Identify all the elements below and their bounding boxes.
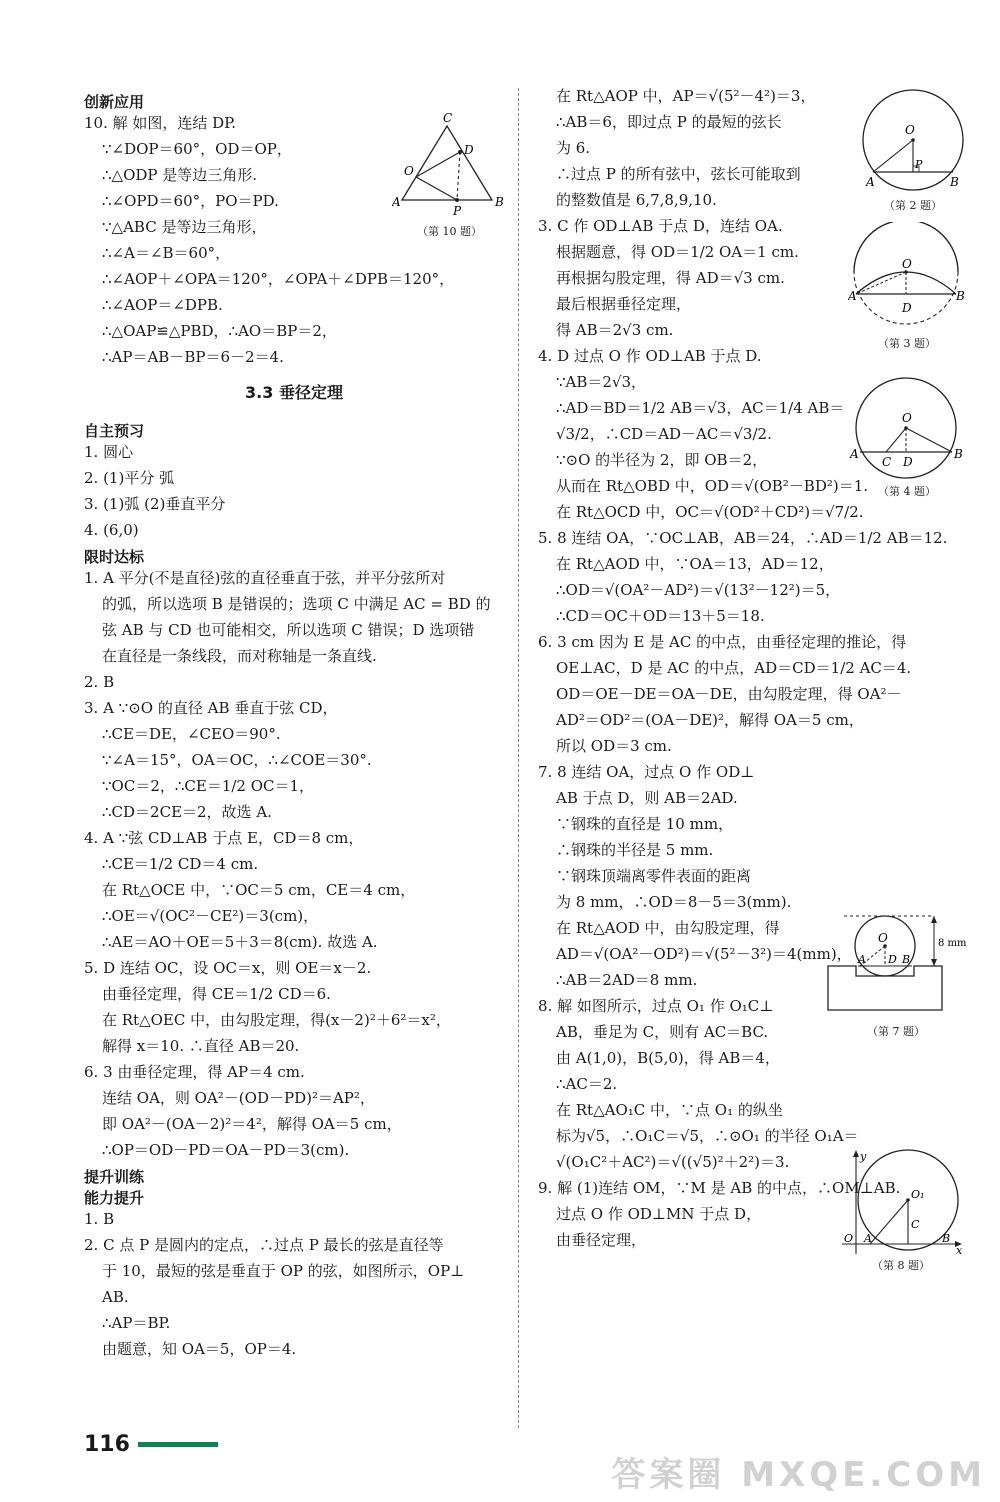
- right-line: 得 AB＝2√3 cm.: [556, 321, 674, 339]
- practice-line: 即 OA²－(OA－2)²＝4²，解得 OA＝5 cm，: [102, 1115, 402, 1133]
- fig8-label: C: [911, 1218, 920, 1231]
- fig8-label: A: [864, 1232, 872, 1245]
- fig4-label: O: [902, 411, 912, 425]
- right-line: 在 Rt△OCD 中，OC＝√(OD²＋CD²)＝√7/2.: [556, 503, 864, 521]
- ability-line: ∴AP＝BP.: [102, 1314, 171, 1332]
- figure-4: [848, 376, 966, 499]
- right-line: 在 Rt△AO₁C 中，∵点 O₁ 的纵坐: [556, 1101, 783, 1119]
- fig2-label: A: [866, 175, 875, 189]
- right-line: 再根据勾股定理，得 AD＝√3 cm.: [556, 269, 785, 287]
- right-line: AD²＝OD²＝(OA－DE)²，解得 OA＝5 cm，: [556, 711, 864, 729]
- innovation-heading: 创新应用: [84, 93, 145, 111]
- practice-line: 在直径是一条线段，而对称轴是一条直线.: [102, 647, 377, 665]
- right-line: ∴过点 P 的所有弦中，弦长可能取到: [556, 165, 801, 183]
- right-line: 在 Rt△AOP 中，AP＝√(5²－4²)＝3，: [556, 87, 816, 105]
- fig7-label: 8 mm: [938, 938, 967, 949]
- practice-line: ∴CE＝1/2 CD＝4 cm.: [102, 855, 259, 873]
- steel-ball-diagram: [822, 910, 970, 1022]
- fig10-label: C: [443, 112, 453, 125]
- right-line: ∴AD＝BD＝1/2 AB＝√3，AC＝1/4 AB＝: [556, 399, 845, 417]
- right-line: OD＝OE－DE＝OA－DE，由勾股定理，得 OA²－: [556, 685, 902, 703]
- fig4-label: A: [850, 447, 859, 461]
- practice-line: ∴OP＝OD－PD＝OA－PD＝3(cm).: [102, 1141, 350, 1159]
- fig4-label: D: [903, 455, 913, 469]
- right-line: 4. D 过点 O 作 OD⊥AB 于点 D.: [538, 347, 762, 365]
- right-line: 由垂径定理，: [556, 1231, 647, 1249]
- right-line: AB 于点 D，则 AB＝2AD.: [556, 789, 738, 807]
- right-line: √(O₁C²＋AC²)＝√((√5)²＋2²)＝3.: [556, 1153, 790, 1171]
- practice-line: 5. D 连结 OC，设 OC＝x，则 OE＝x－2.: [84, 959, 372, 977]
- q10-line: ∴∠OPD＝60°，PO＝PD.: [102, 192, 279, 210]
- right-line: ∴AB＝2AD＝8 mm.: [556, 971, 698, 989]
- ability-line: 由题意，知 OA＝5，OP＝4.: [102, 1340, 297, 1358]
- preview-answer: 4. (6,0): [84, 521, 139, 539]
- q10-line: ∴AP＝AB－BP＝6－2＝4.: [102, 348, 284, 366]
- practice-line: 1. A 平分(不是直径)弦的直径垂直于弦，并平分弦所对: [84, 569, 446, 587]
- practice-line: 在 Rt△OCE 中，∵OC＝5 cm，CE＝4 cm，: [102, 881, 416, 899]
- right-line: ∴OD＝√(OA²－AD²)＝√(13²－12²)＝5，: [556, 581, 841, 599]
- right-line: ∴钢珠的半径是 5 mm.: [556, 841, 714, 859]
- right-line: ∵钢珠的直径是 10 mm，: [556, 815, 734, 833]
- fig4-label: C: [882, 455, 892, 469]
- circle-chord-diagram: [848, 376, 966, 482]
- fig10-label: D: [464, 143, 474, 157]
- fig8-label: B: [942, 1232, 951, 1245]
- fig3-label: B: [956, 289, 965, 303]
- right-line: 3. C 作 OD⊥AB 于点 D，连结 OA.: [538, 217, 783, 235]
- figure-8: [836, 1148, 966, 1273]
- fig4-label: B: [954, 447, 963, 461]
- section-title: 3.3 垂径定理: [245, 383, 343, 402]
- practice-line: ∴CD＝2CE＝2，故选 A.: [102, 803, 272, 821]
- q10-line: ∴∠AOP＝∠DPB.: [102, 296, 223, 314]
- practice-line: 弦 AB 与 CD 也可能相交，所以选项 C 错误；D 选项错: [102, 621, 475, 639]
- fig7-label: B: [902, 953, 911, 966]
- page-number: 116: [84, 1432, 130, 1457]
- figure-caption: （第 2 题）: [884, 199, 942, 212]
- right-line: √3/2，∴CD＝AD－AC＝√3/2.: [556, 425, 772, 443]
- coordinate-circle-diagram: [836, 1148, 966, 1256]
- fig7-label: A: [858, 953, 866, 966]
- fig3-label: O: [902, 257, 912, 271]
- q10-line: ∴△OAP≌△PBD，∴AO＝BP＝2，: [102, 322, 337, 340]
- right-line: 为 6.: [556, 139, 591, 157]
- figure-caption: （第 10 题）: [417, 225, 482, 238]
- fig2-label: P: [915, 158, 923, 171]
- practice-line: 解得 x＝10. ∴直径 AB＝20.: [102, 1037, 300, 1055]
- fig10-label: A: [392, 195, 401, 209]
- q10-line: 10. 解 如图，连结 DP.: [84, 114, 237, 132]
- advance-heading: 提升训练: [84, 1168, 145, 1186]
- ability-line: 于 10，最短的弦是垂直于 OP 的弦，如图所示，OP⊥: [102, 1262, 465, 1280]
- ability-line: AB.: [102, 1288, 129, 1306]
- practice-line: 由垂径定理，得 CE＝1/2 CD＝6.: [102, 985, 331, 1003]
- practice-line: 4. A ∵弦 CD⊥AB 于点 E，CD＝8 cm，: [84, 829, 364, 847]
- right-line: 8. 解 如图所示，过点 O₁ 作 O₁C⊥: [538, 997, 774, 1015]
- right-line: ∵⊙O 的半径为 2，即 OB＝2，: [556, 451, 768, 469]
- right-line: 7. 8 连结 OA，过点 O 作 OD⊥: [538, 763, 755, 781]
- page-footer: [84, 1432, 218, 1457]
- ability-line: 1. B: [84, 1210, 115, 1228]
- fig8-label: O₁: [911, 1188, 925, 1201]
- triangle-diagram: [392, 112, 507, 222]
- fig8-label: y: [860, 1150, 867, 1163]
- q10-line: ∵∠DOP＝60°，OD＝OP，: [102, 140, 292, 158]
- circle-diagram: [858, 88, 968, 196]
- fig8-label: x: [956, 1244, 963, 1256]
- right-line: 过点 O 作 OD⊥MN 于点 D，: [556, 1205, 762, 1223]
- column-divider: [518, 88, 519, 1428]
- practice-line: 3. A ∵⊙O 的直径 AB 垂直于弦 CD，: [84, 699, 338, 717]
- figure-3: [848, 222, 966, 351]
- preview-answer: 1. 圆心: [84, 443, 134, 461]
- q10-line: ∴∠A＝∠B＝60°，: [102, 244, 231, 262]
- practice-line: 6. 3 由垂径定理，得 AP＝4 cm.: [84, 1063, 305, 1081]
- fig2-label: O: [905, 123, 915, 137]
- right-line: ∴AB＝6，即过点 P 的最短的弦长: [556, 113, 782, 131]
- fig10-label: O: [404, 164, 414, 178]
- watermark: 答案圈 MXQE.COM: [611, 1455, 986, 1495]
- right-line: 从而在 Rt△OBD 中，OD＝√(OB²－BD²)＝1.: [556, 477, 869, 495]
- right-line: 根据题意，得 OD＝1/2 OA＝1 cm.: [556, 243, 799, 261]
- right-line: 在 Rt△AOD 中，∵OA＝13，AD＝12，: [556, 555, 834, 573]
- q10-line: ∴∠AOP＋∠OPA＝120°，∠OPA＋∠DPB＝120°，: [102, 270, 455, 288]
- preview-heading: 自主预习: [84, 422, 145, 440]
- figure-10: [392, 112, 507, 239]
- fig7-label: O: [878, 931, 888, 945]
- figure-caption: （第 7 题）: [867, 1025, 925, 1038]
- right-line: ∵AB＝2√3，: [556, 373, 647, 391]
- right-line: 5. 8 连结 OA，∵OC⊥AB，AB＝24，∴AD＝1/2 AB＝12.: [538, 529, 948, 547]
- right-line: 在 Rt△AOD 中，由勾股定理，得: [556, 919, 780, 937]
- practice-line: 的弧，所以选项 B 是错误的；选项 C 中满足 AC = BD 的: [102, 595, 491, 613]
- preview-answer: 3. (1)弧 (2)垂直平分: [84, 495, 226, 513]
- right-line: 6. 3 cm 因为 E 是 AC 的中点，由垂径定理的推论，得: [538, 633, 907, 651]
- right-line: ∴CD＝OC＋OD＝13＋5＝18.: [556, 607, 765, 625]
- q10-line: ∵△ABC 是等边三角形，: [102, 218, 267, 236]
- figure-caption: （第 3 题）: [878, 337, 936, 350]
- fig3-label: A: [848, 289, 857, 303]
- right-line: AB，垂足为 C，则有 AC＝BC.: [556, 1023, 769, 1041]
- figure-caption: （第 4 题）: [878, 485, 936, 498]
- right-line: 为 8 mm，∴OD＝8－5＝3(mm).: [556, 893, 792, 911]
- ability-heading: 能力提升: [84, 1189, 145, 1207]
- ability-line: 2. C 点 P 是圆内的定点，∴过点 P 最长的弦是直径等: [84, 1236, 444, 1254]
- left-column: [84, 86, 504, 1365]
- right-line: 由 A(1,0)，B(5,0)，得 AB＝4，: [556, 1049, 780, 1067]
- right-line: ∵钢珠顶端离零件表面的距离: [556, 867, 752, 885]
- right-line: ∴AC＝2.: [556, 1075, 618, 1093]
- practice-heading: 限时达标: [84, 548, 145, 566]
- practice-line: ∵OC＝2，∴CE＝1/2 OC＝1，: [102, 777, 315, 795]
- practice-line: 连结 OA，则 OA²－(OD－PD)²＝AP²，: [102, 1089, 375, 1107]
- right-line: 所以 OD＝3 cm.: [556, 737, 672, 755]
- practice-line: ∵∠A＝15°，OA＝OC，∴∠COE＝30°.: [102, 751, 372, 769]
- fig2-label: B: [950, 175, 959, 189]
- practice-line: 在 Rt△OEC 中，由勾股定理，得(x－2)²＋6²＝x²，: [102, 1011, 451, 1029]
- right-line: 的整数值是 6,7,8,9,10.: [556, 191, 717, 209]
- figure-7: [822, 910, 970, 1039]
- fig7-label: D: [888, 953, 897, 966]
- right-line: OE⊥AC，D 是 AC 的中点，AD＝CD＝1/2 AC＝4.: [556, 659, 912, 677]
- practice-line: ∴AE＝AO＋OE＝5＋3＝8(cm). 故选 A.: [102, 933, 378, 951]
- practice-line: ∴CE＝DE，∠CEO＝90°.: [102, 725, 281, 743]
- q10-line: ∴△ODP 是等边三角形.: [102, 166, 258, 184]
- right-line: AD＝√(OA²－OD²)＝√(5²－3²)＝4(mm)，: [556, 945, 852, 963]
- fig10-label: P: [453, 204, 462, 218]
- preview-answer: 2. (1)平分 弧: [84, 469, 175, 487]
- fig3-label: D: [902, 301, 912, 315]
- right-line: 9. 解 (1)连结 OM，∵M 是 AB 的中点，∴OM⊥AB.: [538, 1179, 901, 1197]
- right-line: 最后根据垂径定理，: [556, 295, 692, 313]
- page-accent-bar: [138, 1442, 218, 1447]
- fig10-label: B: [495, 195, 504, 209]
- practice-line: 2. B: [84, 673, 115, 691]
- circle-arc-diagram: [848, 222, 966, 334]
- right-line: 标为√5，∴O₁C＝√5，∴⊙O₁ 的半径 O₁A＝: [556, 1127, 859, 1145]
- practice-line: ∴OE＝√(OC²－CE²)＝3(cm)，: [102, 907, 319, 925]
- figure-caption: （第 8 题）: [872, 1259, 930, 1272]
- figure-2: [858, 88, 968, 213]
- fig8-label: O: [844, 1232, 854, 1245]
